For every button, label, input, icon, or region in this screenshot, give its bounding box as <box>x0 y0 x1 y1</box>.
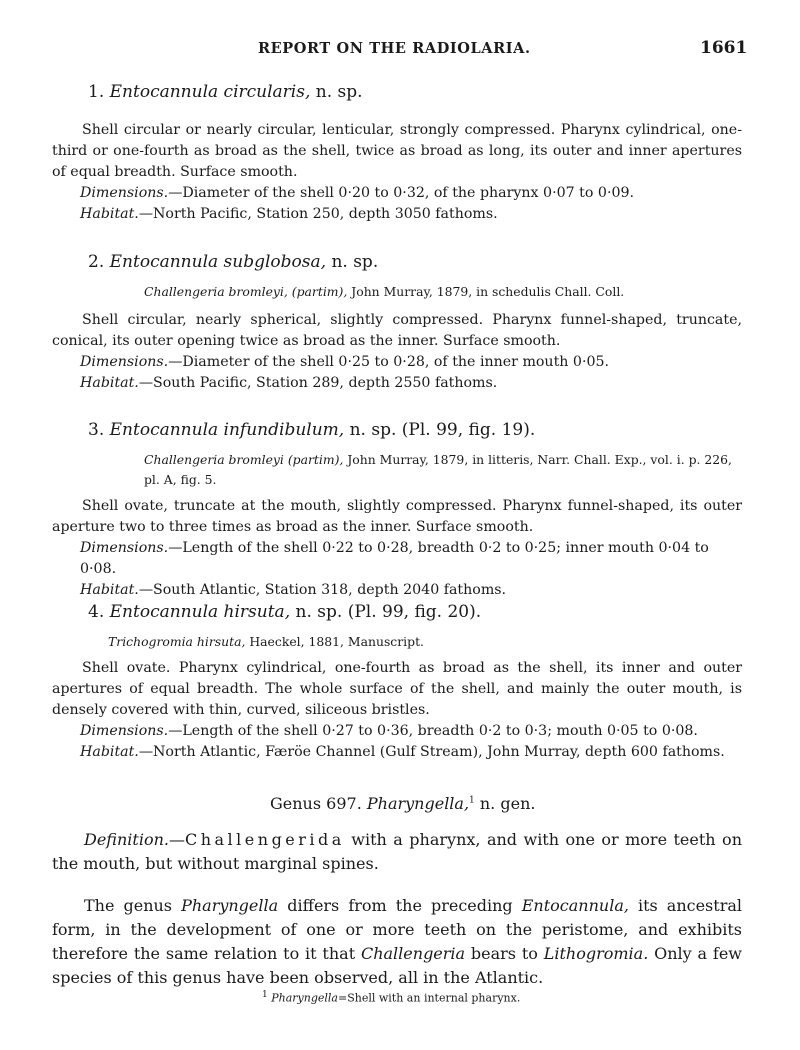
habitat-text: —South Atlantic, Station 318, depth 2040 fathoms. <box>138 582 507 598</box>
species-name: Entocannula subglobosa, <box>109 252 327 272</box>
italic-term: Pharyngella <box>181 896 279 915</box>
species-status: n. sp. <box>295 602 343 622</box>
habitat-label: Habitat. <box>80 582 139 598</box>
footnote-mark: 1 <box>469 795 475 806</box>
definition-label: Definition. <box>84 830 169 849</box>
synonymy <box>108 632 742 652</box>
text-run: bears to <box>465 944 544 963</box>
species-number: 1. <box>88 82 105 102</box>
footnote-text: =Shell with an internal pharynx. <box>337 991 521 1005</box>
italic-term: Challengeria <box>360 944 466 963</box>
footnote <box>262 990 520 1005</box>
habitat-label: Habitat. <box>80 375 139 391</box>
species-name: Entocannula hirsuta, <box>109 602 291 622</box>
species-description: Shell circular, nearly spherical, slightly compressed. Pharynx funnel-shaped, truncate, conical, its outer opening twice as broad as the inner. Surface smooth. <box>52 312 742 349</box>
species-description: Shell ovate, truncate at the mouth, slightly compressed. Pharynx funnel-shaped, its outer aperture two to three times as broad as the inner. Surface smooth. <box>52 498 742 535</box>
species-description: Shell ovate. Pharynx cylindrical, one-fourth as broad as the shell, its inner and outer apertures of equal breadth. The whole surface of the shell, and mainly the outer mouth, is densely covered with thin, curved, siliceous bristles. <box>52 660 742 718</box>
text-run: its ancestral form, in the development of one or more teeth on the peristome, and exhibits therefore the same relation to it that <box>52 896 743 963</box>
synonymy-ref: John Murray, 1879, in litteris, Narr. Chall. Exp., vol. i. p. 226, pl. A, fig. 5. <box>144 452 732 487</box>
dimensions-text: —Diameter of the shell 0·20 to 0·32, of the pharynx 0·07 to 0·09. <box>168 185 635 201</box>
habitat-line <box>80 373 742 394</box>
footnote-number: 1 <box>262 990 268 1000</box>
synonymy-name: Challengeria bromleyi, (partim), <box>144 284 348 299</box>
species-description: Shell circular or nearly circular, lenticular, strongly compressed. Pharynx cylindrical, one-third or one-fourth as broad as the shell, twice as broad as long, its outer and inner apertures of equal breadth. Surface smooth. <box>52 122 742 180</box>
species-entry-3 <box>52 418 742 601</box>
dimensions-line <box>80 721 742 742</box>
italic-term: Lithogromia. <box>543 944 649 963</box>
running-title: REPORT ON THE RADIOLARIA. <box>258 40 531 57</box>
definition-taxon: Challengerida <box>184 830 345 849</box>
genus-description <box>52 894 742 990</box>
habitat-line <box>80 742 742 763</box>
synonymy-ref: Haeckel, 1881, Manuscript. <box>249 634 424 649</box>
species-status: n. sp. <box>331 252 379 272</box>
species-title <box>88 418 742 442</box>
species-number: 2. <box>88 252 105 272</box>
dimensions-text: —Length of the shell 0·22 to 0·28, breadth 0·2 to 0·25; inner mouth 0·04 to 0·08. <box>80 540 709 577</box>
dimensions-text: —Length of the shell 0·27 to 0·36, breadth 0·2 to 0·3; mouth 0·05 to 0·08. <box>168 723 698 739</box>
genus-heading <box>270 794 535 813</box>
dimensions-line <box>80 538 742 580</box>
species-status: n. sp. <box>349 420 397 440</box>
genus-prefix: Genus 697. <box>270 794 362 813</box>
species-entry-2 <box>52 250 742 394</box>
synonymy-name: Challengeria bromleyi (partim), <box>144 452 344 467</box>
species-name: Entocannula infundibulum, <box>109 420 345 440</box>
text-run: The genus <box>84 896 182 915</box>
dimensions-line <box>80 183 742 204</box>
synonymy-name: Trichogromia hirsuta, <box>108 634 246 649</box>
habitat-text: —South Pacific, Station 289, depth 2550 fathoms. <box>138 375 498 391</box>
plate-reference: (Pl. 99, fig. 20). <box>347 602 482 622</box>
species-number: 4. <box>88 602 105 622</box>
genus-definition <box>52 828 742 876</box>
species-title <box>88 250 742 274</box>
dimensions-text: —Diameter of the shell 0·25 to 0·28, of the inner mouth 0·05. <box>168 354 610 370</box>
genus-name: Pharyngella, <box>366 794 470 813</box>
page-header <box>0 40 800 64</box>
synonymy-ref: John Murray, 1879, in schedulis Chall. Coll. <box>351 284 625 299</box>
habitat-text: —North Pacific, Station 250, depth 3050 fathoms. <box>138 206 498 222</box>
species-status: n. sp. <box>315 82 363 102</box>
habitat-label: Habitat. <box>80 206 139 222</box>
species-name: Entocannula circularis, <box>109 82 311 102</box>
dimensions-label: Dimensions. <box>80 723 169 739</box>
dimensions-label: Dimensions. <box>80 354 169 370</box>
footnote-term: Pharyngella <box>271 991 338 1005</box>
dimensions-label: Dimensions. <box>80 540 169 556</box>
habitat-line <box>80 204 742 225</box>
habitat-line <box>80 580 742 601</box>
species-title <box>88 600 742 624</box>
text-run: Only a few species of this genus have been observed, all in the Atlantic. <box>52 944 742 987</box>
dimensions-line <box>80 352 742 373</box>
definition-text: with a pharynx, and with one or more teeth on the mouth, but without marginal spines. <box>52 830 742 873</box>
species-entry-4 <box>52 600 742 763</box>
page-number: 1661 <box>700 38 748 58</box>
species-number: 3. <box>88 420 105 440</box>
species-title <box>88 80 742 104</box>
italic-term: Entocannula, <box>521 896 629 915</box>
dimensions-label: Dimensions. <box>80 185 169 201</box>
habitat-label: Habitat. <box>80 744 139 760</box>
definition-dash: — <box>168 830 185 849</box>
species-entry-1 <box>52 80 742 225</box>
genus-suffix: n. gen. <box>479 794 536 813</box>
text-run: differs from the preceding <box>278 896 522 915</box>
synonymy <box>144 450 742 490</box>
plate-reference: (Pl. 99, fig. 19). <box>401 420 536 440</box>
habitat-text: —North Atlantic, Færöe Channel (Gulf Stream), John Murray, depth 600 fathoms. <box>138 744 725 760</box>
synonymy <box>144 282 742 302</box>
